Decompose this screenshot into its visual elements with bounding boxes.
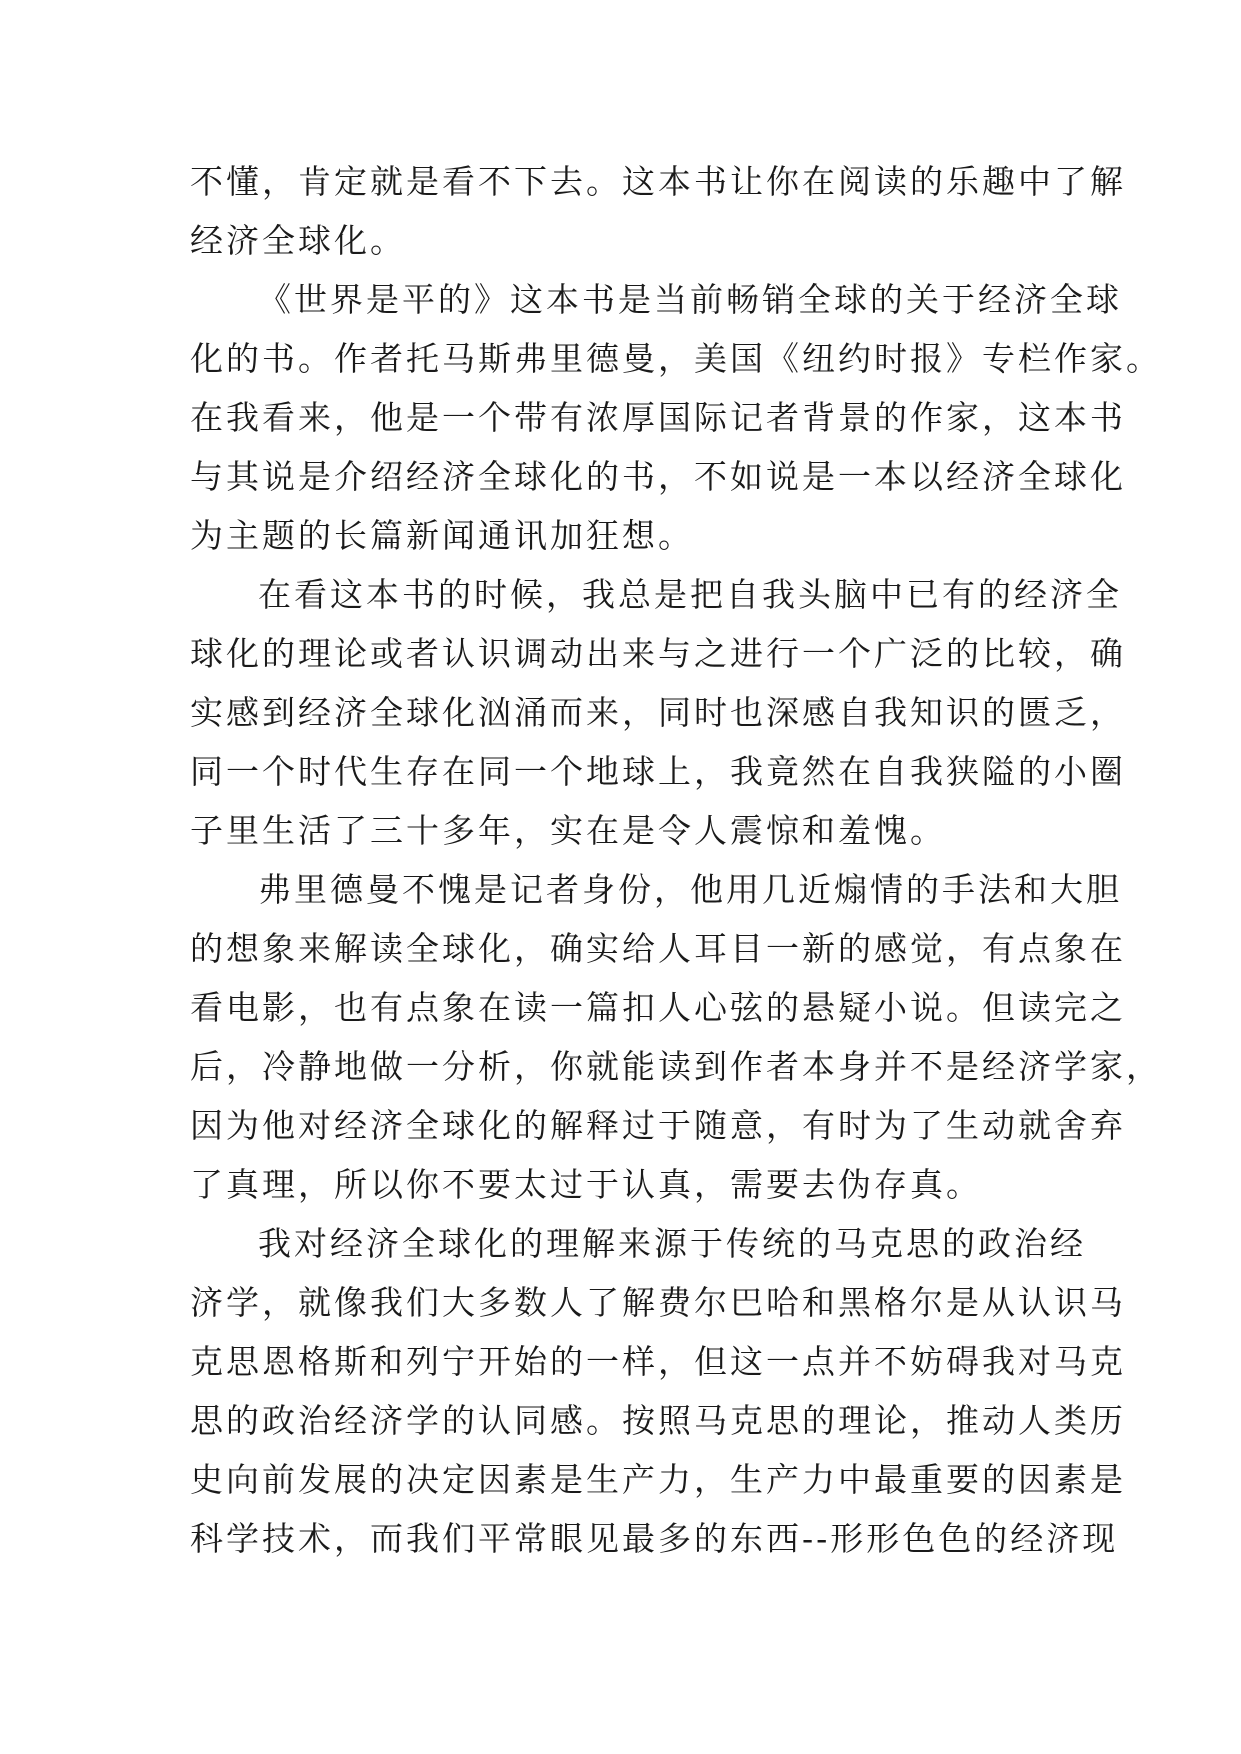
text-line: 思的政治经济学的认同感。按照马克思的理论，推动人类历 xyxy=(190,1401,1126,1440)
text-line: 后，冷静地做一分析，你就能读到作者本身并不是经济学家， xyxy=(190,1047,1162,1086)
text-line: 弗里德曼不愧是记者身份，他用几近煽情的手法和大胆 xyxy=(258,870,1122,909)
text-line: 不懂，肯定就是看不下去。这本书让你在阅读的乐趣中了解 xyxy=(190,162,1126,201)
text-line: 经济全球化。 xyxy=(190,221,406,260)
text-line: 看电影，也有点象在读一篇扣人心弦的悬疑小说。但读完之 xyxy=(190,988,1126,1027)
text-line: 因为他对经济全球化的解释过于随意，有时为了生动就舍弃 xyxy=(190,1106,1126,1145)
paragraph-1 xyxy=(190,152,1190,270)
text-line: 实感到经济全球化汹涌而来，同时也深感自我知识的匮乏， xyxy=(190,693,1126,732)
text-line: 球化的理论或者认识调动出来与之进行一个广泛的比较，确 xyxy=(190,634,1126,673)
text-line: 《世界是平的》这本书是当前畅销全球的关于经济全球 xyxy=(258,280,1122,319)
text-line: 史向前发展的决定因素是生产力，生产力中最重要的因素是 xyxy=(190,1460,1126,1499)
paragraph-2 xyxy=(190,270,1190,565)
text-line: 在看这本书的时候，我总是把自我头脑中已有的经济全 xyxy=(258,575,1122,614)
text-line: 与其说是介绍经济全球化的书，不如说是一本以经济全球化 xyxy=(190,457,1126,496)
text-line: 济学，就像我们大多数人了解费尔巴哈和黑格尔是从认识马 xyxy=(190,1283,1126,1322)
body-text xyxy=(190,152,1190,1568)
paragraph-5 xyxy=(190,1214,1190,1568)
text-line: 了真理，所以你不要太过于认真，需要去伪存真。 xyxy=(190,1165,982,1204)
text-line: 同一个时代生存在同一个地球上，我竟然在自我狭隘的小圈 xyxy=(190,752,1126,791)
paragraph-4 xyxy=(190,860,1190,1214)
text-line: 化的书。作者托马斯弗里德曼，美国《纽约时报》专栏作家。 xyxy=(190,339,1162,378)
text-line: 为主题的长篇新闻通讯加狂想。 xyxy=(190,516,694,555)
text-line: 我对经济全球化的理解来源于传统的马克思的政治经 xyxy=(258,1224,1086,1263)
paragraph-3 xyxy=(190,565,1190,860)
text-line: 科学技术，而我们平常眼见最多的东西--形形色色的经济现 xyxy=(190,1519,1119,1558)
text-line: 在我看来，他是一个带有浓厚国际记者背景的作家，这本书 xyxy=(190,398,1126,437)
text-line: 子里生活了三十多年，实在是令人震惊和羞愧。 xyxy=(190,811,946,850)
text-line: 克思恩格斯和列宁开始的一样，但这一点并不妨碍我对马克 xyxy=(190,1342,1126,1381)
text-line: 的想象来解读全球化，确实给人耳目一新的感觉，有点象在 xyxy=(190,929,1126,968)
